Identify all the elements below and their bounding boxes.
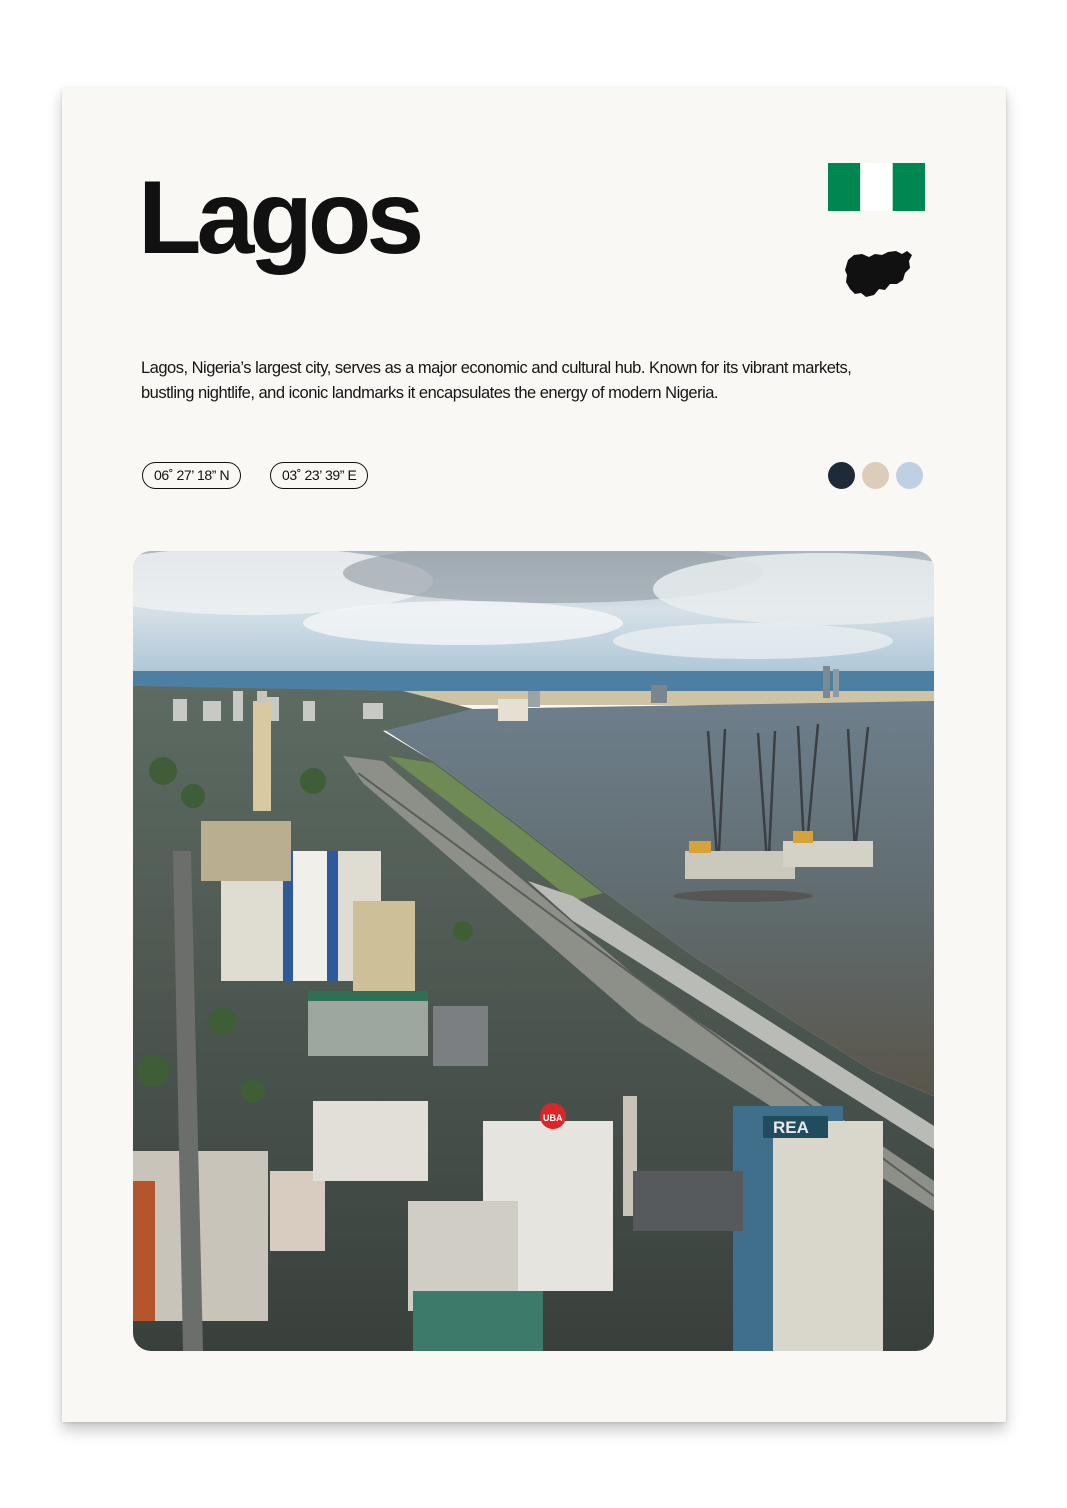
nigeria-map-icon: [842, 246, 914, 302]
city-photo: [133, 551, 934, 1351]
city-title: Lagos: [138, 160, 420, 276]
aerial-city-illustration: [133, 551, 934, 1351]
rea-sign: REA: [773, 1118, 809, 1137]
city-description: Lagos, Nigeria’s largest city, serves as a major economic and cultural hub. Known for its vibrant markets, bustling nightlife, and iconic landmarks it encapsulates the energy of modern Nigeria.: [141, 359, 852, 402]
palette-swatch-beige: [862, 462, 889, 489]
palette-swatch-lightblue: [896, 462, 923, 489]
latitude-pill: 06˚ 27’ 18” N: [142, 462, 241, 489]
poster: [62, 88, 1006, 1422]
uba-sign: UBA: [543, 1113, 563, 1123]
longitude-pill: 03˚ 23’ 39” E: [270, 462, 368, 489]
color-palette: [828, 462, 923, 489]
palette-swatch-navy: [828, 462, 855, 489]
nigeria-flag-icon: [828, 163, 925, 211]
